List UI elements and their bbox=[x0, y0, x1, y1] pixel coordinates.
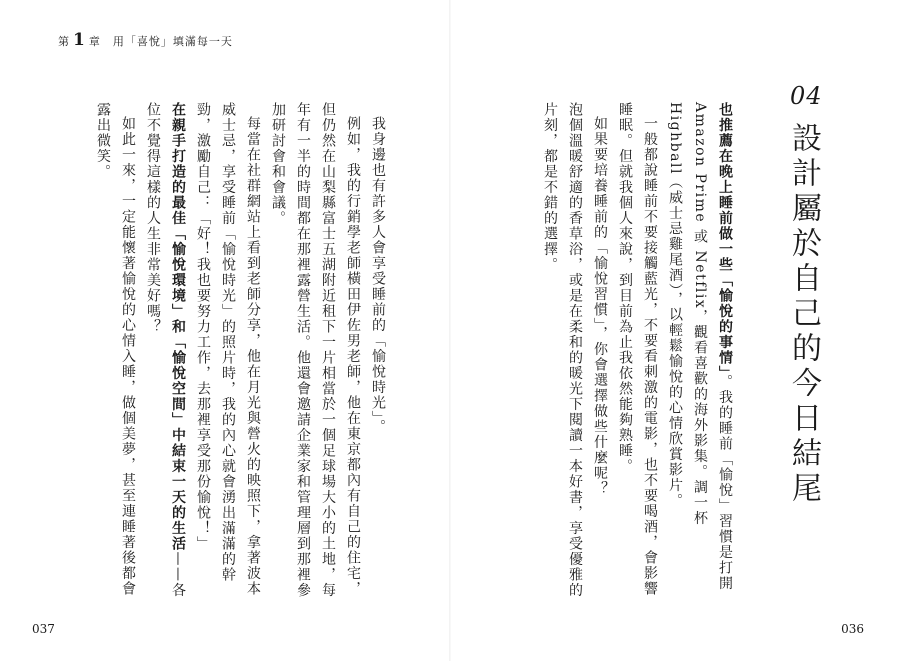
running-header bbox=[58, 30, 233, 50]
section-title: 設計屬於自己的今日結尾 bbox=[786, 122, 821, 507]
page-number-right: 036 bbox=[841, 622, 864, 636]
paragraph: 如此一來，一定能懷著愉悅的心情入睡，做個美夢，甚至連睡著後都會露出微笑。 bbox=[95, 102, 136, 597]
paragraph: 每當在社群網站上看到老師分享，他在月光與營火的映照下，拿著波本威士忌，享受睡前「愉悅時光」的照片時，我的內心就會湧出滿滿的幹勁，激勵自己：「好！我也要努力工作，去那裡享受那份愉悅！」 bbox=[195, 102, 261, 597]
page-gutter bbox=[449, 0, 451, 661]
paragraph: 如果要培養睡前的「愉悅習慣」，你會選擇做些什麼呢？ bbox=[592, 116, 608, 497]
paragraph bbox=[140, 102, 190, 598]
header-chapter-title: 章 用「喜悅」填滿每一天 bbox=[88, 35, 233, 48]
emphasis-text: 也推薦在晚上睡前做一些「愉悅的事情」 bbox=[717, 102, 733, 374]
paragraph-text: ——各位不覺得這樣的人生非常美好嗎？ bbox=[145, 102, 186, 598]
left-page-body bbox=[95, 102, 390, 598]
paragraph: 泡個溫暖舒適的香草浴，或是在柔和的暖光下閱讀一本好書，享受優雅的片刻，都是不錯的選擇。 bbox=[542, 102, 583, 598]
paragraph: 例如，我的行銷學老師橫田伊佐男老師，他在東京都內有自己的住宅，但仍然在山梨縣富士五湖附近租下一片相當於一個足球場大小的土地，每年有一半的時間都在那裡露營生活。他還會邀請企業家和管理層到那裡參加研討會和會議。 bbox=[270, 102, 361, 598]
right-page-body bbox=[505, 102, 737, 598]
paragraph-text: 。我的睡前「愉悅」習慣是打開 Amazon Prime 或 Netflix，觀看喜歡的海外影集。調一杯 Highball（威士忌雞尾酒），以輕鬆愉悅的心情欣賞影片。 bbox=[667, 102, 733, 591]
section-number: 04 bbox=[790, 82, 823, 110]
paragraph: 一般都說睡前不要接觸藍光，不要看刺激的電影，也不要喝酒，會影響睡眠。但就我個人來說，到目前為止我依然能夠熟睡。 bbox=[617, 102, 658, 597]
chapter-number: 1 bbox=[73, 30, 86, 50]
emphasis-text: 在親手打造的最佳「愉悅環境」和「愉悅空間」中結束一天的生活 bbox=[170, 102, 186, 552]
page-number-left: 037 bbox=[32, 622, 55, 636]
paragraph: 我身邊也有許多人會享受睡前的「愉悅時光」。 bbox=[370, 116, 386, 435]
header-prefix: 第 bbox=[58, 35, 70, 48]
paragraph bbox=[662, 102, 737, 598]
